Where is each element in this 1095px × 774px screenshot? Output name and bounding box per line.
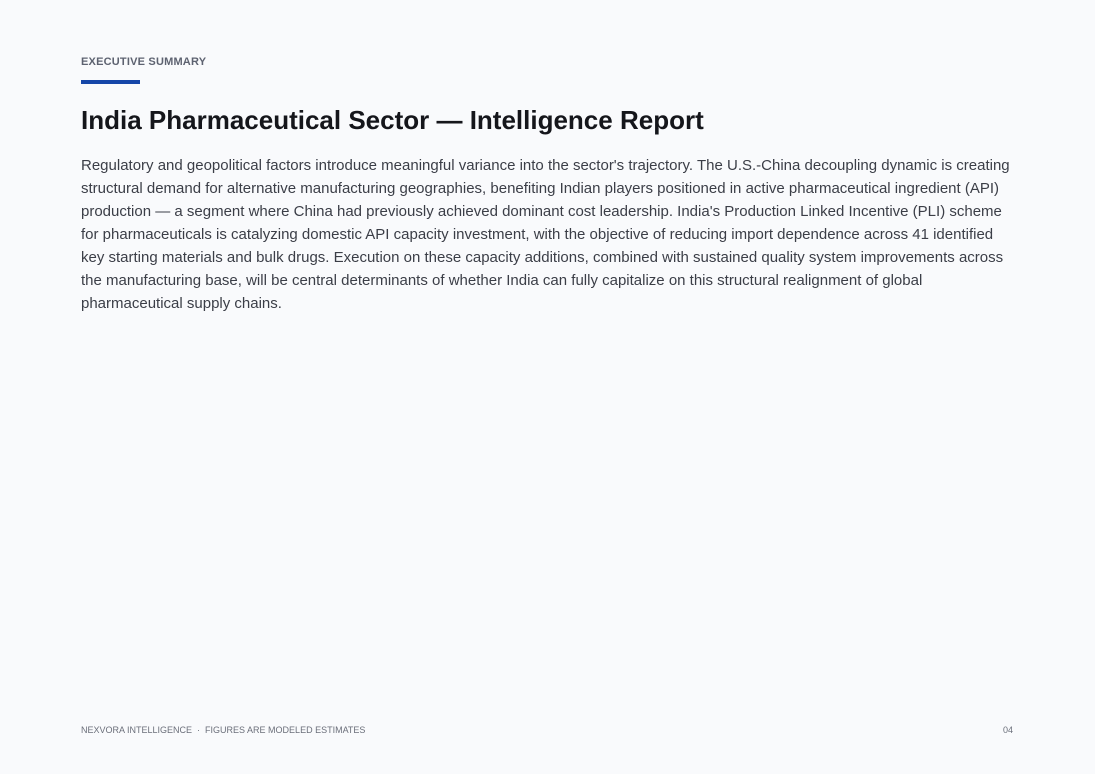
report-page — [81, 0, 1015, 774]
page-footer — [81, 724, 1015, 736]
footer-note: FIGURES ARE MODELED ESTIMATES — [205, 725, 366, 735]
section-eyebrow: EXECUTIVE SUMMARY — [81, 56, 207, 68]
footer-left — [81, 724, 365, 736]
footer-brand: NEXVORA INTELLIGENCE — [81, 725, 193, 735]
summary-paragraph: Regulatory and geopolitical factors introduce meaningful variance into the sector's trajectory. The U.S.-China decoupling dynamic is creating structural demand for alternative manufacturing geographies, benefiting Indian players positioned in active pharmaceutical ingredient (API) production — a segment where China had previously achieved dominant cost leadership. India's Production Linked Incentive (PLI) scheme for pharmaceuticals is catalyzing domestic API capacity investment, with the objective of reducing import dependence across 41 identified key starting materials and bulk drugs. Execution on these capacity additions, combined with sustained quality system improvements across the manufacturing base, will be central determinants of whether India can fully capitalize on this structural realignment of global pharmaceutical supply chains. — [81, 157, 1010, 312]
page-number: 04 — [1002, 725, 1013, 735]
page-title: India Pharmaceutical Sector — Intelligence Report — [81, 105, 704, 135]
footer-separator: · — [197, 725, 201, 735]
accent-bar — [81, 80, 140, 84]
